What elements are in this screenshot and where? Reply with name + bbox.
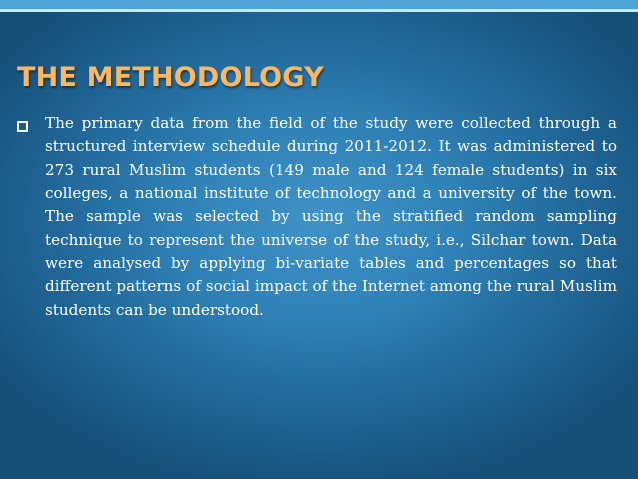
- slide-title: THE METHODOLOGY: [17, 62, 324, 93]
- square-bullet-icon: [17, 121, 28, 132]
- top-accent-band: [0, 0, 638, 9]
- bullet-paragraph: [45, 112, 617, 322]
- bullet-paragraph-text: The primary data from the field of the study were collected through a structured interview schedule during 2011-2012. It was administered to 273 rural Muslim students (149 male and 124 female students) in six colleges, a national institute of technology and a university of the town. The sample was selected by using the stratified random sampling technique to represent the universe of the study, i.e., Silchar town. Data were analysed by applying bi-variate tables and percentages so that different patterns of social impact of the Internet among the rural Muslim students can be understood.: [45, 114, 617, 319]
- top-accent-line: [0, 9, 638, 12]
